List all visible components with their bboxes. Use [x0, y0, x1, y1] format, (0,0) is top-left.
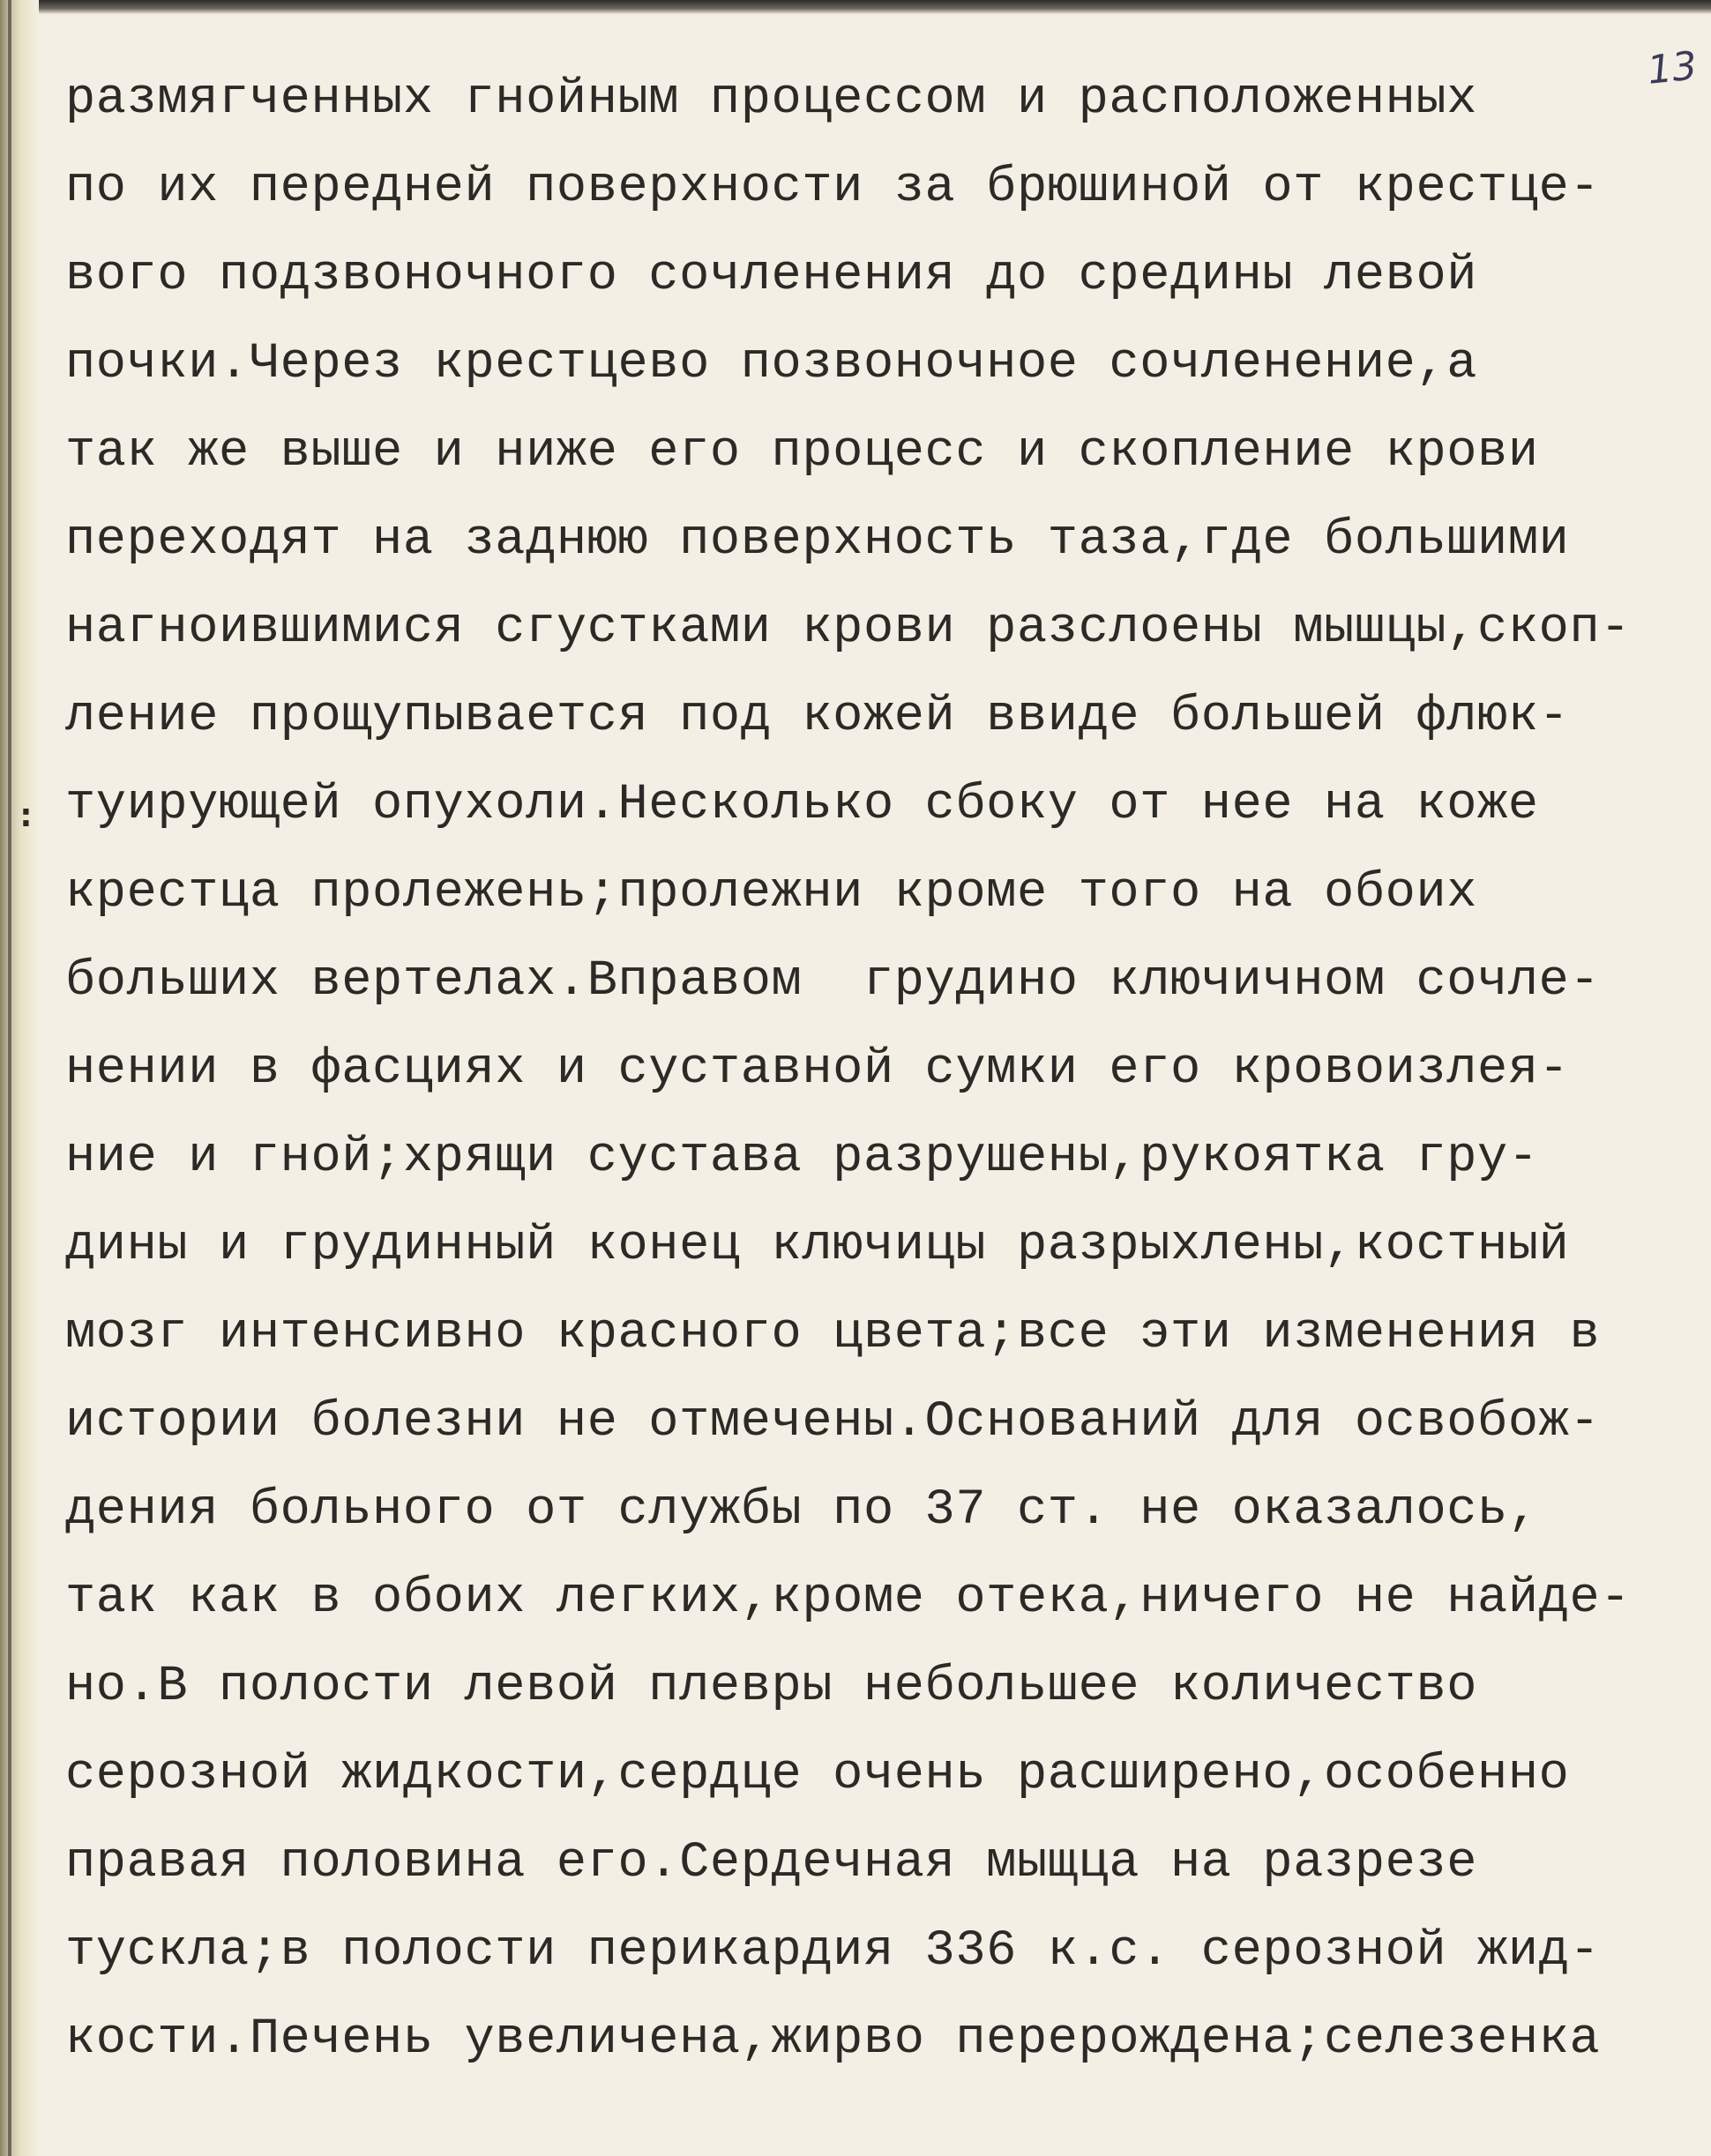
- text-line: размягченных гнойным процессом и расположенных: [65, 71, 1478, 128]
- text-line: ние и гной;хрящи сустава разрушены,рукоятка гру-: [65, 1130, 1539, 1186]
- page-number: 13: [1645, 43, 1700, 93]
- text-line: почки.Через крестцево позвоночное сочленение,а: [65, 336, 1478, 392]
- text-line: так же выше и ниже его процесс и скопление крови: [65, 424, 1539, 481]
- text-line: но.В полости левой плевры небольшее количество: [65, 1659, 1478, 1715]
- text-line: истории болезни не отмечены.Оснований для освобож-: [65, 1394, 1601, 1451]
- page-top-edge: [0, 0, 1711, 14]
- text-line: мозг интенсивно красного цвета;все эти изменения в: [65, 1306, 1601, 1362]
- text-line: серозной жидкости,сердце очень расширено,особенно: [65, 1747, 1570, 1803]
- text-line: так как в обоих легких,кроме отека,ничего не найде-: [65, 1570, 1632, 1627]
- text-line: больших вертелах.Вправом грудино ключичном сочле-: [65, 953, 1601, 1010]
- text-line: туирующей опухоли.Несколько сбоку от нее на коже: [65, 777, 1539, 833]
- binding-shadow: [0, 0, 39, 2156]
- margin-mark: :: [16, 795, 36, 834]
- text-line: нении в фасциях и суставной сумки его кровоизлея-: [65, 1041, 1570, 1098]
- text-line: тускла;в полости перикардия 336 к.с. серозной жид-: [65, 1923, 1601, 1980]
- text-line: кости.Печень увеличена,жирво перерождена;селезенка: [65, 2011, 1601, 2068]
- typed-text-body: [65, 69, 1706, 2097]
- text-line: правая половина его.Сердечная мыщца на разрезе: [65, 1835, 1478, 1891]
- text-line: дины и грудинный конец ключицы разрыхлены,костный: [65, 1218, 1570, 1274]
- text-line: ление прощупывается под кожей ввиде большей флюк-: [65, 689, 1570, 745]
- text-line: вого подзвоночного сочленения до средины левой: [65, 248, 1478, 304]
- text-line: крестца пролежень;пролежни кроме того на обоих: [65, 865, 1478, 921]
- margin-rule: [8, 0, 11, 2156]
- text-line: переходят на заднюю поверхность таза,где большими: [65, 512, 1570, 569]
- text-line: по их передней поверхности за брюшиной от крестце-: [65, 160, 1601, 216]
- text-line: нагноившимися сгустками крови разслоены мышцы,скоп-: [65, 601, 1632, 657]
- text-line: дения больного от службы по 37 ст. не оказалось,: [65, 1482, 1539, 1539]
